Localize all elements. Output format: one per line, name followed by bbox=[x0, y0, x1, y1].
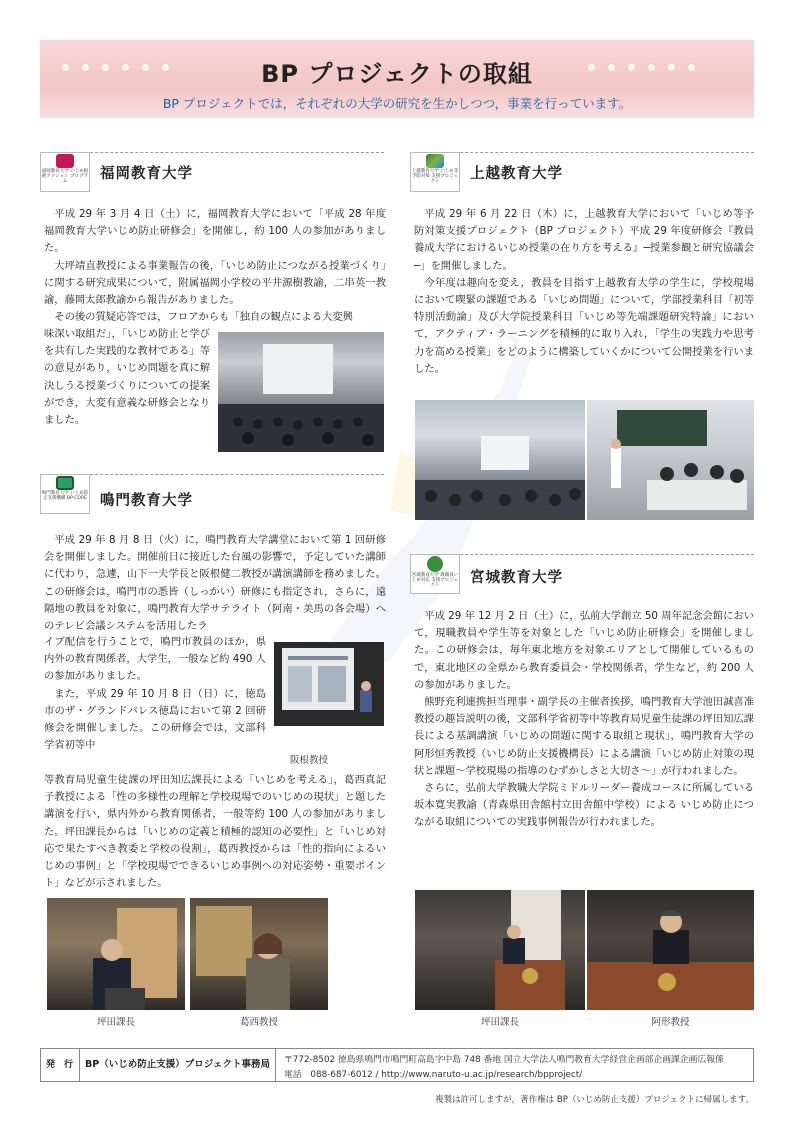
joetsu-body bbox=[414, 206, 754, 378]
fukuoka-logo: 福岡教育大学 いじめ根絶アクション プログラム bbox=[40, 152, 90, 192]
footer-contact-link[interactable]: 電話 088-687-6012 / http://www.naruto-u.ac.jp/research/bpproject/ bbox=[284, 1070, 583, 1080]
naruto-paragraph: 等教育局児童生徒課の坪田知広課長による「いじめを考える」，葛西真記子教授による「性の多様性の理解と学校現場でのいじめの現状」と題した講演を行い，県内外から教育関係者，一般等約 100 人の参加がありました。坪田課長からは「いじめの定義と積極的認知の必要性」と「いじめ対応で果たすべき教委と学校の役割」，葛西教授からは「性的指向によるいじめの事例」と「学校現場でできるいじめ事例への対応姿勢・重要ポイント」などが示されました。 bbox=[44, 774, 386, 890]
miyagi-photo-tsubota bbox=[415, 890, 585, 1010]
miyagi-photo-agata bbox=[587, 890, 754, 1010]
joetsu-photo-scene bbox=[415, 400, 585, 520]
naruto-paragraph: また，平成 29 年 10 月 8 日（日）に，徳島市のザ・グランドパレス徳島において第 2 回研修会を開催しました。この研修会では，文部科学省初等中 bbox=[44, 687, 266, 752]
page-title: BP プロジェクトの取組 bbox=[261, 60, 533, 88]
section-divider bbox=[410, 152, 754, 153]
joetsu-paragraph: 平成 29 年 6 月 22 日（木）に，上越教育大学において「いじめ等予防対策支援プロジェクト（BP プロジェクト）平成 29 年度研修会『教員養成大学におけるいじめ授業の在り方を考える』─授業参観と研究協議会─」を開催しました。 bbox=[414, 208, 754, 272]
copyright-notice: 複製は許可しますが，著作権は BP（いじめ防止支援）プロジェクトに帰属します。 bbox=[435, 1095, 754, 1105]
miyagi-logo: 宮城教育大学 教職員いじめ対応 支援プロジェクト bbox=[410, 554, 460, 594]
miyagi-paragraph: 熊野充利連携担当理事・副学長の主催者挨拶，鳴門教育大学池田誠喜准教授の趣旨説明の後，文部科学省初等中等教育局児童生徒課の坪田知広課長による基調講演「いじめの問題に関する取組と現状」，鳴門教育大学の阿形恒秀教授（いじめ防止支援機構長）による講演「いじめ防止対策の現状と課題～学校現場の指導のむずかしさと大切さ～」が行われました。 bbox=[414, 696, 754, 777]
fukuoka-body bbox=[44, 206, 386, 326]
naruto-body-rest bbox=[44, 772, 386, 892]
joetsu-logo: 上越教育大学 いじめ等予防対策 支援プロジェクト bbox=[410, 152, 460, 192]
joetsu-title: 上越教育大学 bbox=[470, 166, 563, 182]
naruto-title: 鳴門教育大学 bbox=[100, 493, 193, 509]
naruto-photo-scene bbox=[47, 898, 185, 1010]
joetsu-photo-1 bbox=[415, 400, 585, 520]
fukuoka-paragraph: 平成 29 年 3 月 4 日（土）に，福岡教育大学において「平成 28 年度福岡教育大学いじめ防止研修会」を開催し，約 100 人の参加がありました。 bbox=[44, 208, 386, 255]
fukuoka-photo-scene bbox=[218, 332, 384, 452]
miyagi-paragraph: 平成 29 年 12 月 2 日（土）に，弘前大学創立 50 周年記念会館において，現職教員や学生等を対象とした「いじめ防止研修会」を開催しました。この研修会は，毎年東北地方を対象エリアとして開催しているもので，東北地区の全県から教育委員会・学校関係者，学生など，約 200 人の参加がありました。 bbox=[414, 610, 754, 691]
page-subtitle: BP プロジェクトでは，それぞれの大学の研究を生かしつつ，事業を行っています。 bbox=[162, 96, 632, 111]
fukuoka-paragraph: その後の質疑応答では，フロアからも「独自の観点による大変興 bbox=[54, 311, 353, 324]
naruto-paragraph: 平成 29 年 8 月 8 日（火）に，鳴門教育大学講堂において第 1 回研修会を開催しました。開催前日に接近した台風の影響で，予定していた講師に代わり，急遽，山下一夫学長と阪根健二教授が講演講師を務めました。この研修会は，鳴門市の悉皆（しっかい）研修にも指定され，さらに，遠隔地の教員を対象に，鳴門教育大学サテライト（阿南・美馬の各会場）へのテレビ会議システムを活用したラ bbox=[44, 534, 386, 633]
joetsu-paragraph: 今年度は趣向を変え，教員を目指す上越教育大学の学生に，学校現場において喫緊の課題である「いじめ問題」について，学部授業科目「初等特別活動論」及び大学院授業科目「いじめ等先端課題研究特論」において，アクティブ・ラーニングを積極的に取り入れ，「学生の実践力や思考力を高める授業」をどのように構築していくかについて公開授業を行いました。 bbox=[414, 276, 754, 375]
footer-org: BP（いじめ防止支援）プロジェクト事務局 bbox=[80, 1048, 276, 1082]
caption-tsubota: 坪田課長 bbox=[96, 1017, 135, 1028]
miyagi-photo-scene bbox=[587, 890, 754, 1010]
footer-label: 発 行 bbox=[40, 1048, 80, 1082]
fukuoka-photo bbox=[218, 332, 384, 452]
naruto-photo-kasai bbox=[190, 898, 328, 1010]
naruto-photo-scene bbox=[190, 898, 328, 1010]
naruto-body bbox=[44, 532, 386, 635]
joetsu-photo-scene bbox=[587, 400, 754, 520]
miyagi-title: 宮城教育大学 bbox=[470, 570, 563, 586]
caption-miyagi-tsubota: 坪田課長 bbox=[480, 1017, 519, 1028]
miyagi-photo-scene bbox=[415, 890, 585, 1010]
section-divider bbox=[410, 554, 754, 555]
section-divider bbox=[40, 152, 384, 153]
naruto-logo: 鳴門教育大学 いじめ防止支援機構 BP-CORE bbox=[40, 474, 90, 514]
naruto-paragraph: イブ配信を行うことで，鳴門市教員のほか，県内外の教育関係者，大学生，一般など約 490 人の参加がありました。 bbox=[44, 636, 266, 683]
caption-agata: 阿形教授 bbox=[651, 1017, 690, 1028]
fukuoka-body-wrap bbox=[44, 326, 210, 429]
fukuoka-paragraph: 大坪靖直教授による事業報告の後，「いじめ防止につながる授業づくり」に関する研究成果について，附属福岡小学校の平井源樹教諭，二串英一教諭，藤岡太郎教諭から報告がありました。 bbox=[44, 259, 386, 307]
fukuoka-title: 福岡教育大学 bbox=[100, 166, 193, 182]
miyagi-paragraph: さらに，弘前大学教職大学院ミドルリーダー養成コースに所属している坂本寛実教諭（青森県田舎館村立田舎館中学校）による いじめ防止につながる取組についての実践事例報告が行われました。 bbox=[414, 782, 754, 829]
miyagi-body bbox=[414, 608, 754, 832]
caption-sakane: 阪根教授 bbox=[289, 755, 328, 766]
naruto-photo-scene bbox=[274, 642, 384, 726]
naruto-photo-sakane bbox=[274, 642, 384, 726]
fukuoka-paragraph: 味深い取組だ」，「いじめ防止と学びを共有した実践的な教材である」等の意見があり，いじめ問題を真に解決しうる授業づくりについての提案ができ，大変有意義な研修会となりました。 bbox=[44, 328, 210, 427]
footer-address: 〒772-8502 徳島県鳴門市鳴門町高島字中島 748 番地 国立大学法人鳴門教育大学経営企画部企画課企画広報係 bbox=[284, 1055, 724, 1065]
caption-kasai: 葛西教授 bbox=[239, 1017, 278, 1028]
joetsu-photo-2 bbox=[587, 400, 754, 520]
naruto-body-wrap bbox=[44, 634, 266, 754]
section-divider bbox=[40, 474, 384, 475]
naruto-photo-tsubota bbox=[47, 898, 185, 1010]
